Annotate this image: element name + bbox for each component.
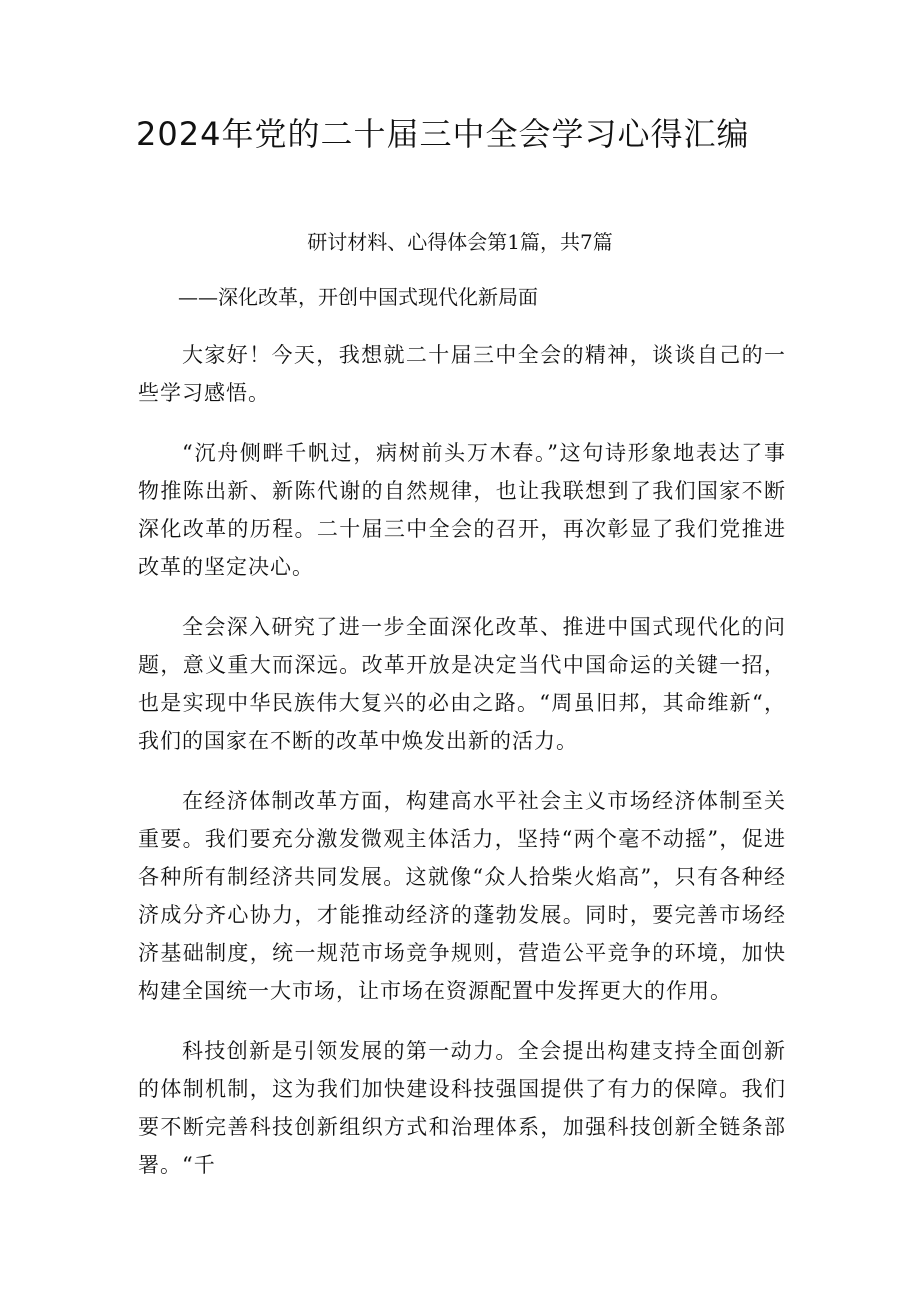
body-paragraph: “沉舟侧畔千帆过，病树前头万木春。”这句诗形象地表达了事物推陈出新、新陈代谢的自然规律，也让我联想到了我们国家不断深化改革的历程。二十届三中全会的召开，再次彰显了我们党推进改革的坚定决心。 bbox=[138, 441, 786, 579]
document-body bbox=[138, 336, 786, 1206]
body-paragraph: 在经济体制改革方面，构建高水平社会主义市场经济体制至关重要。我们要充分激发微观主体活力，坚持“两个毫不动摇”，促进各种所有制经济共同发展。这就像“众人拾柴火焰高”，只有各种经济成分齐心协力，才能推动经济的蓬勃发展。同时，要完善市场经济基础制度，统一规范市场竞争规则，营造公平竞争的环境，加快构建全国统一大市场，让市场在资源配置中发挥更大的作用。 bbox=[138, 789, 786, 1003]
document-title: 2024年党的二十届三中全会学习心得汇编 bbox=[136, 115, 750, 153]
body-paragraph: 大家好！今天，我想就二十届三中全会的精神，谈谈自己的一些学习感悟。 bbox=[138, 343, 786, 405]
document-tagline: ——深化改革，开创中国式现代化新局面 bbox=[178, 285, 538, 309]
body-paragraph: 科技创新是引领发展的第一动力。全会提出构建支持全面创新的体制机制，这为我们加快建设科技强国提供了有力的保障。我们要不断完善科技创新组织方式和治理体系，加强科技创新全链条部署。“千 bbox=[138, 1039, 786, 1177]
document-subtitle: 研讨材料、心得体会第1篇，共7篇 bbox=[307, 230, 613, 254]
body-paragraph: 全会深入研究了进一步全面深化改革、推进中国式现代化的问题，意义重大而深远。改革开放是决定当代中国命运的关键一招，也是实现中华民族伟大复兴的必由之路。“周虽旧邦，其命维新“，我们的国家在不断的改革中焕发出新的活力。 bbox=[138, 615, 786, 753]
